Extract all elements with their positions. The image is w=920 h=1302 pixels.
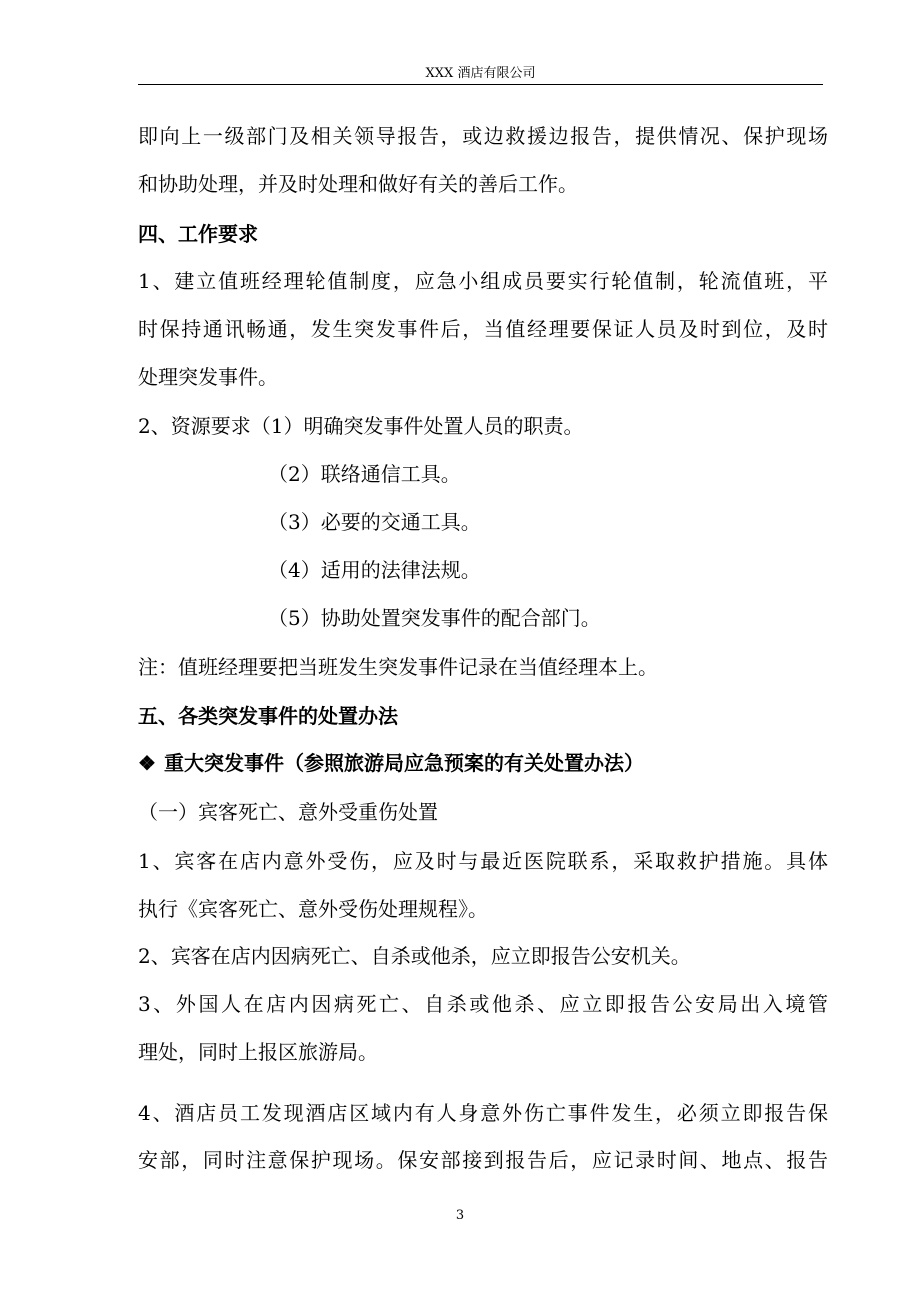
list-item: （4）适用的法律法规。 (268, 558, 481, 582)
header-rule (138, 84, 823, 85)
list-item: （5）协助处置突发事件的配合部门。 (268, 606, 601, 630)
section-heading-5: 五、各类突发事件的处置办法 (138, 704, 398, 728)
paragraph-line: 4、酒店员工发现酒店区域内有人身意外伤亡事件发生，必须立即报告保 (138, 1101, 828, 1125)
list-item: （2）联络通信工具。 (268, 462, 461, 486)
page-number: 3 (455, 1208, 465, 1223)
list-item: （3）必要的交通工具。 (268, 510, 481, 534)
subsection-title: （一）宾客死亡、意外受重伤处置 (138, 800, 438, 824)
section-heading-4: 四、工作要求 (138, 222, 258, 246)
paragraph-line: 时保持通讯畅通，发生突发事件后，当值经理要保证人员及时到位，及时 (138, 317, 828, 341)
paragraph-line: 执行《宾客死亡、意外受伤处理规程》。 (138, 897, 488, 921)
note-text: 注：值班经理要把当班发生突发事件记录在当值经理本上。 (138, 655, 658, 679)
paragraph-line: 1、建立值班经理轮值制度，应急小组成员要实行轮值制，轮流值班，平 (138, 269, 828, 293)
paragraph-line: 安部，同时注意保护现场。保安部接到报告后，应记录时间、地点、报告 (138, 1148, 828, 1172)
paragraph-line: 1、宾客在店内意外受伤，应及时与最近医院联系，采取救护措施。具体 (138, 849, 828, 873)
paragraph-line: 和协助处理，并及时处理和做好有关的善后工作。 (138, 172, 578, 196)
page-header: XXX 酒店有限公司 (425, 66, 536, 81)
diamond-bullet-icon: ❖ (138, 751, 156, 775)
paragraph-line: 处理突发事件。 (138, 365, 278, 389)
bullet-heading-text: 重大突发事件（参照旅游局应急预案的有关处置办法） (164, 751, 644, 775)
paragraph-line: 理处，同时上报区旅游局。 (138, 1040, 378, 1064)
list-item: 2、资源要求（1）明确突发事件处置人员的职责。 (138, 414, 584, 438)
paragraph-line: 3、外国人在店内因病死亡、自杀或他杀、应立即报告公安局出入境管 (138, 992, 828, 1016)
paragraph-line: 即向上一级部门及相关领导报告，或边救援边报告，提供情况、保护现场 (138, 124, 828, 148)
paragraph-line: 2、宾客在店内因病死亡、自杀或他杀，应立即报告公安机关。 (138, 944, 691, 968)
bullet-heading (138, 753, 828, 773)
